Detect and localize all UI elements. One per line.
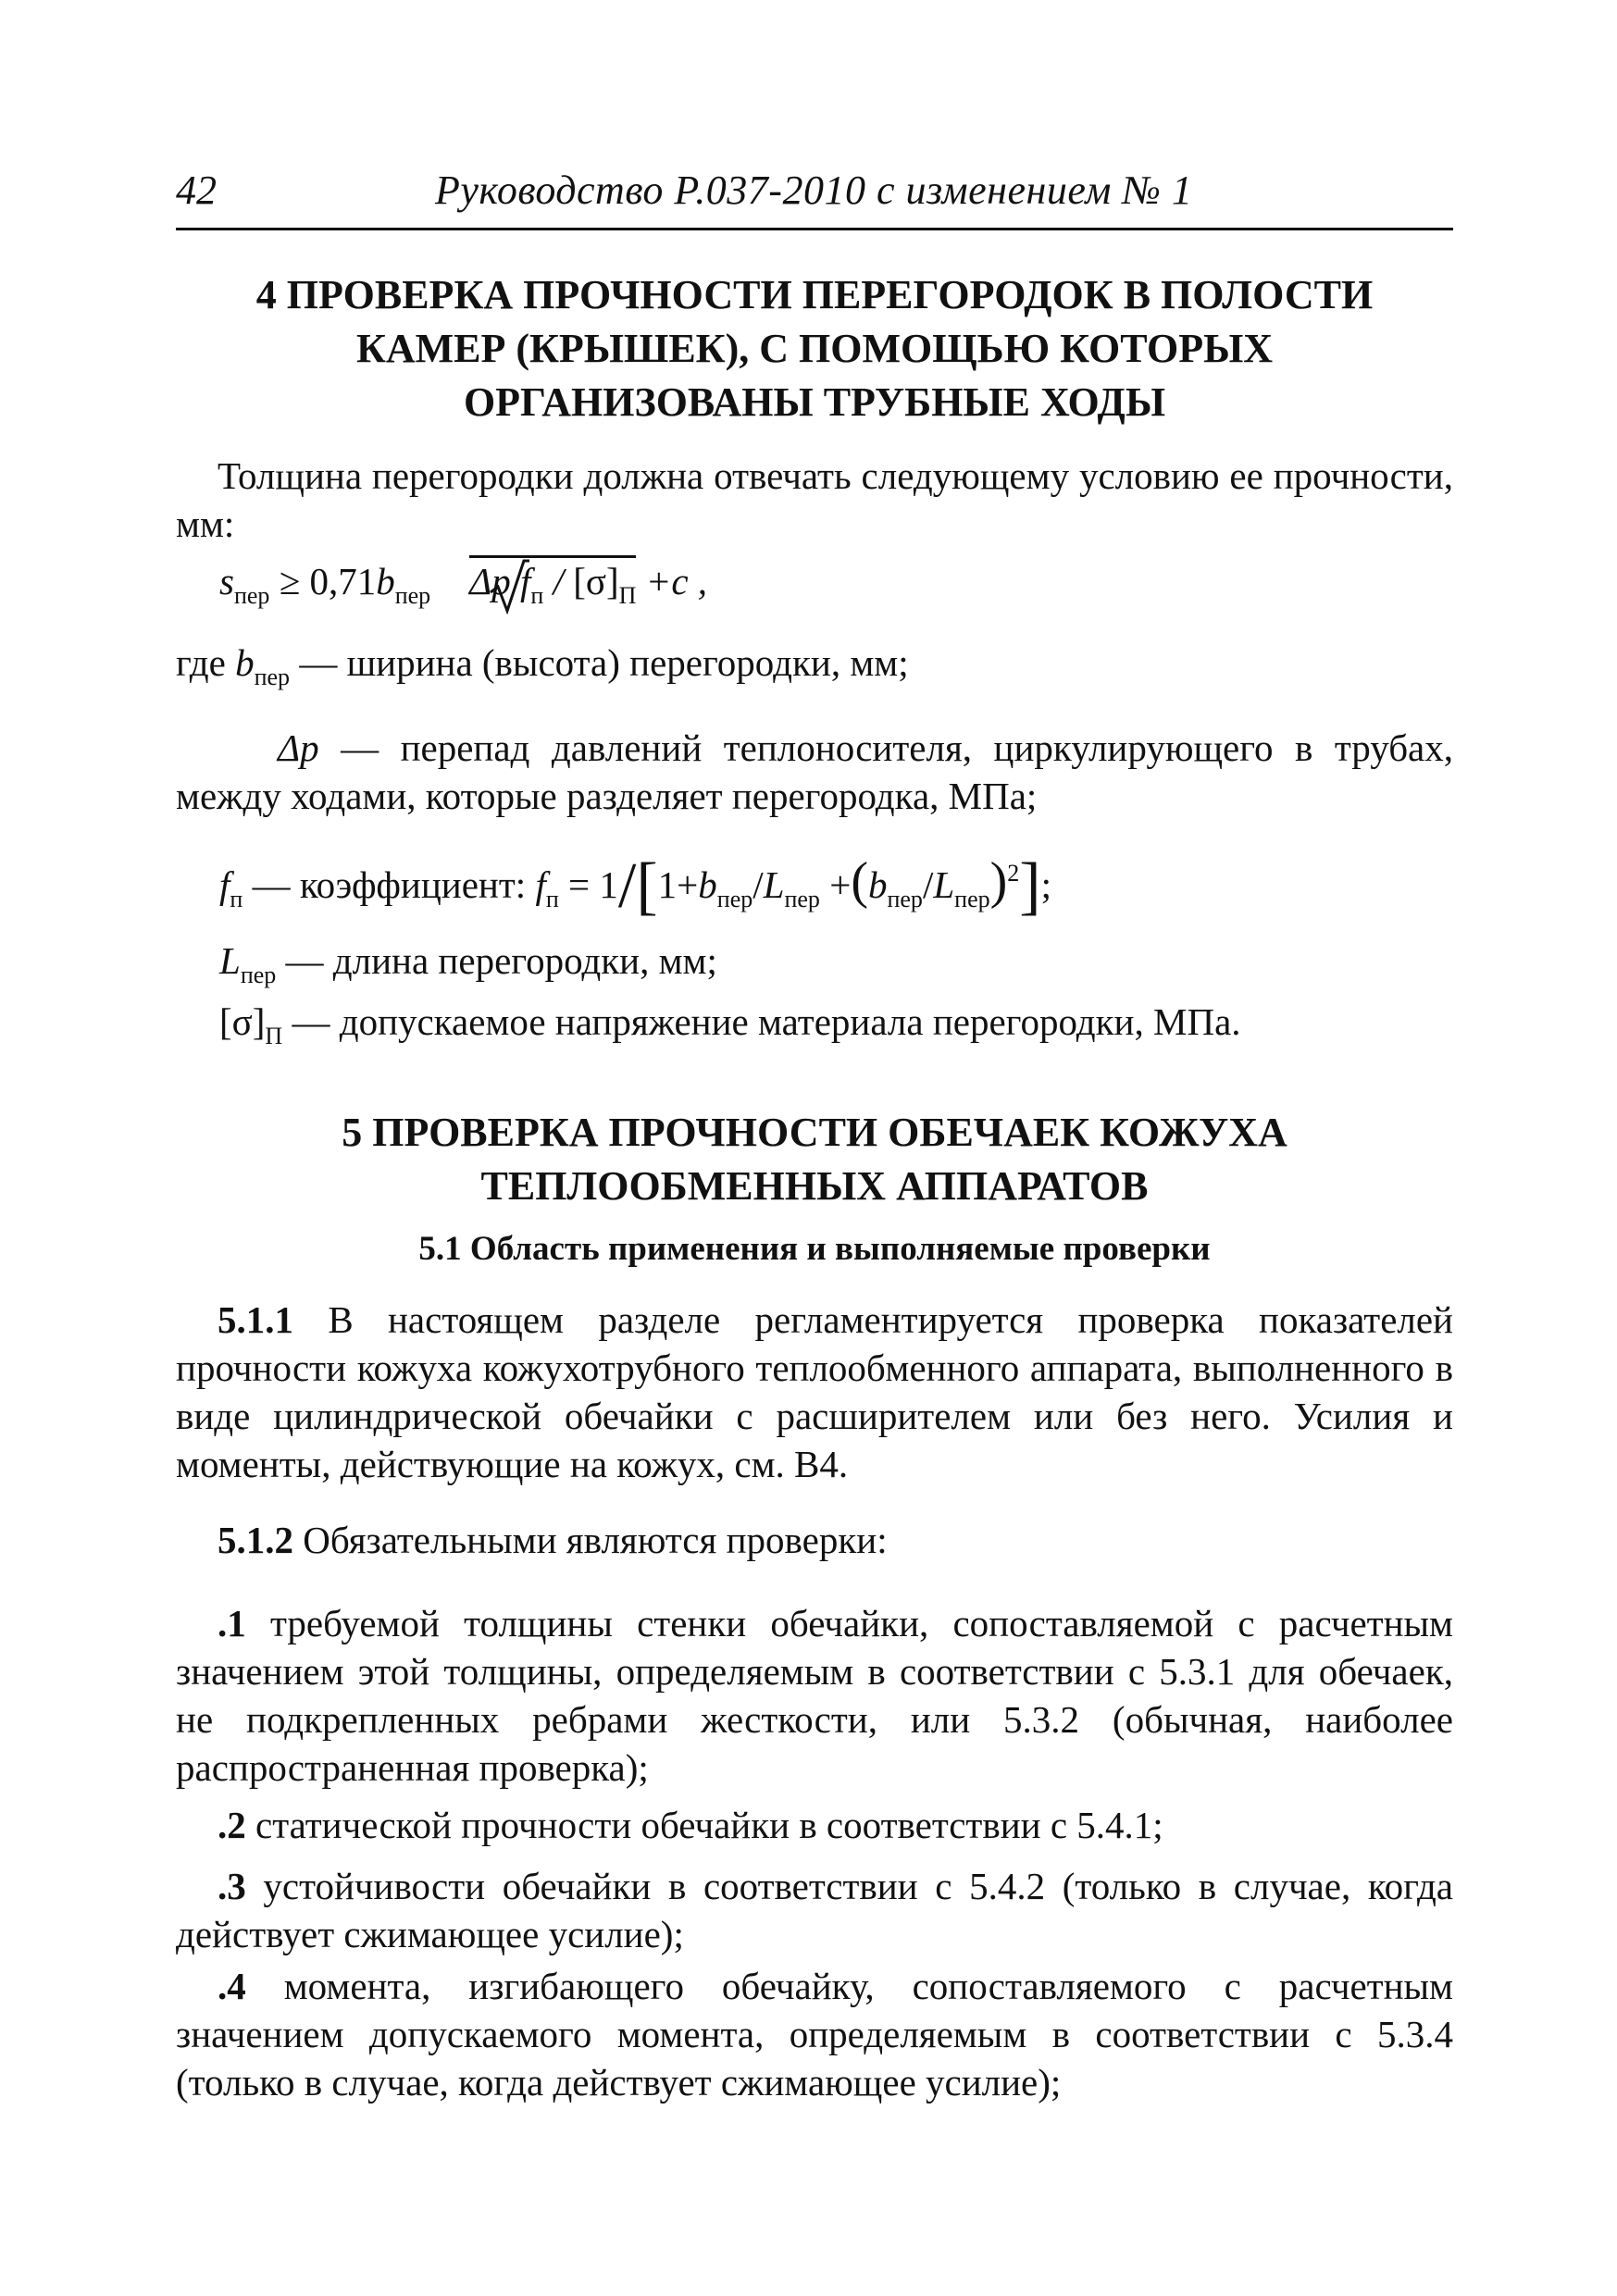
def-dp-var: Δp bbox=[278, 726, 319, 769]
radical-sign bbox=[489, 557, 529, 614]
def-dp bbox=[176, 724, 1453, 820]
def-fn-var: f bbox=[219, 863, 230, 906]
def-b-desc: — ширина (высота) перегородки, мм; bbox=[299, 641, 909, 684]
fn-paren-close: ) bbox=[989, 852, 1008, 910]
list-item-number: .3 bbox=[218, 1865, 246, 1907]
def-sigma-sub: П bbox=[265, 1023, 283, 1049]
paragraph-number: 5.1.1 bbox=[218, 1298, 293, 1341]
paragraph-text: В настоящем разделе регламентируется проверка показателей прочности кожуха кожухотрубного теплообменного аппарата, выполненного в виде цилиндрической обечайки с расширителем или без него. Усилия и моменты, действующие на кожух, см. В4. bbox=[176, 1298, 1454, 1485]
def-L-var: L bbox=[219, 939, 241, 982]
def-sigma bbox=[219, 998, 1453, 1061]
page-number: 42 bbox=[176, 168, 217, 213]
fn-slash: / bbox=[753, 863, 764, 906]
def-dp-desc: — перепад давлений теплоносителя, циркулирующего в трубах, между ходами, которые разделяет перегородка, МПа; bbox=[176, 726, 1453, 817]
header-rule bbox=[176, 228, 1453, 230]
paragraph-5-1-1 bbox=[176, 1296, 1453, 1488]
list-item bbox=[176, 1801, 1453, 1849]
def-fn-sub: п bbox=[230, 886, 243, 912]
section-5-heading bbox=[176, 1106, 1453, 1213]
def-b-var: b bbox=[235, 641, 255, 684]
fn-big-slash: / bbox=[617, 850, 637, 922]
def-L bbox=[219, 937, 1453, 999]
fn-L: L bbox=[763, 863, 785, 906]
fn-eq: = 1 bbox=[568, 863, 618, 906]
formula-s: s bbox=[219, 560, 234, 602]
where-prefix: где bbox=[176, 641, 226, 684]
fn-b2: b bbox=[867, 863, 888, 906]
fn-plus: + bbox=[829, 863, 852, 906]
list-item-number: .1 bbox=[218, 1602, 246, 1644]
def-sigma-var: [σ] bbox=[219, 1000, 266, 1043]
fn-bracket-open: [ bbox=[636, 850, 658, 922]
formula-radicand: Δp $f_п / [\sigma]_П$ bbox=[469, 555, 636, 602]
fn-one-plus: 1+ bbox=[657, 863, 699, 906]
formula-sigma-sub: П bbox=[618, 582, 637, 609]
fn-L2-sub: пер bbox=[954, 886, 990, 912]
fn-paren-open: ( bbox=[851, 852, 868, 910]
formula-b-sub: пер bbox=[394, 582, 431, 609]
section-4-intro: Толщина перегородки должна отвечать следующему условию ее прочности, мм: bbox=[176, 454, 1453, 545]
formula-ge: ≥ 0,71 bbox=[279, 560, 377, 602]
subsection-5-1-heading: 5.1 Область применения и выполняемые проверки bbox=[418, 1230, 1211, 1268]
fn-exp: 2 bbox=[1007, 860, 1020, 887]
heading-line: 4 ПРОВЕРКА ПРОЧНОСТИ ПЕРЕГОРОДОК В ПОЛОСТИ bbox=[255, 272, 1374, 317]
def-sigma-desc: — допускаемое напряжение материала перегородки, МПа. bbox=[292, 1000, 1241, 1043]
list-item-text: устойчивости обечайки в соответствии с 5.4.2 (только в случае, когда действует сжимающее усилие); bbox=[176, 1865, 1453, 1955]
formula-dp: Δp f bbox=[469, 560, 531, 602]
list-item bbox=[176, 1599, 1453, 1792]
def-L-sub: пер bbox=[240, 962, 277, 988]
section-4-heading bbox=[176, 268, 1453, 429]
list-item-text: требуемой толщины стенки обечайки, сопоставляемой с расчетным значением этой толщины, определяемым в соответствии с 5.3.1 для обечаек, не подкрепленных ребрами жесткости, или 5.3.2 (обычная, наиболее распространенная проверка); bbox=[176, 1602, 1454, 1789]
list-item bbox=[176, 1962, 1453, 2106]
formula-s-sub: пер bbox=[233, 582, 270, 609]
def-L-desc: — длина перегородки, мм; bbox=[285, 939, 717, 982]
list-item-text: момента, изгибающего обечайку, сопоставляемого с расчетным значением допускаемого момента, определяемым в соответствии с 5.3.4 (только в случае, когда действует сжимающее усилие); bbox=[176, 1965, 1454, 2104]
fn-slash2: / bbox=[922, 863, 934, 906]
def-fn-desc: — коэффициент: bbox=[252, 863, 527, 906]
heading-line: 5 ПРОВЕРКА ПРОЧНОСТИ ОБЕЧАЕК КОЖУХА bbox=[342, 1110, 1287, 1155]
heading-line: ТЕПЛООБМЕННЫХ АППАРАТОВ bbox=[480, 1163, 1149, 1209]
formula-b: b bbox=[376, 560, 395, 602]
formula-sigma: [σ] bbox=[573, 560, 619, 602]
heading-line: КАМЕР (КРЫШЕК), С ПОМОЩЬЮ КОТОРЫХ bbox=[355, 326, 1274, 371]
fn-b-sub: пер bbox=[716, 886, 753, 912]
fn-b: b bbox=[698, 863, 717, 906]
formula-fn-sub: п bbox=[530, 582, 544, 609]
paragraph-text: Обязательными являются проверки: bbox=[303, 1519, 888, 1561]
def-b bbox=[176, 639, 1453, 701]
fn-L2: L bbox=[933, 863, 955, 906]
def-fn bbox=[219, 850, 1051, 924]
fn-bracket-close: ] bbox=[1019, 850, 1041, 922]
paragraph-5-1-2 bbox=[176, 1516, 1453, 1564]
fn-lhs-sub: п bbox=[545, 886, 559, 912]
formula-thickness bbox=[219, 559, 707, 610]
fn-lhs: f bbox=[535, 863, 546, 906]
fn-b2-sub: пер bbox=[887, 886, 923, 912]
list-item-text: статической прочности обечайки в соответствии с 5.4.1; bbox=[255, 1804, 1163, 1846]
fn-L-sub: пер bbox=[784, 886, 820, 912]
running-header: Руководство Р.037-2010 с изменением № 1 bbox=[435, 168, 1193, 213]
list-item bbox=[176, 1862, 1453, 1958]
def-b-sub: пер bbox=[254, 664, 291, 690]
formula-tail: +c , bbox=[645, 560, 708, 602]
list-item-number: .4 bbox=[218, 1965, 246, 2007]
fn-tail: ; bbox=[1040, 863, 1051, 906]
paragraph-number: 5.1.2 bbox=[218, 1519, 293, 1561]
list-item-number: .2 bbox=[218, 1804, 246, 1846]
heading-line: ОРГАНИЗОВАНЫ ТРУБНЫЕ ХОДЫ bbox=[463, 379, 1166, 425]
